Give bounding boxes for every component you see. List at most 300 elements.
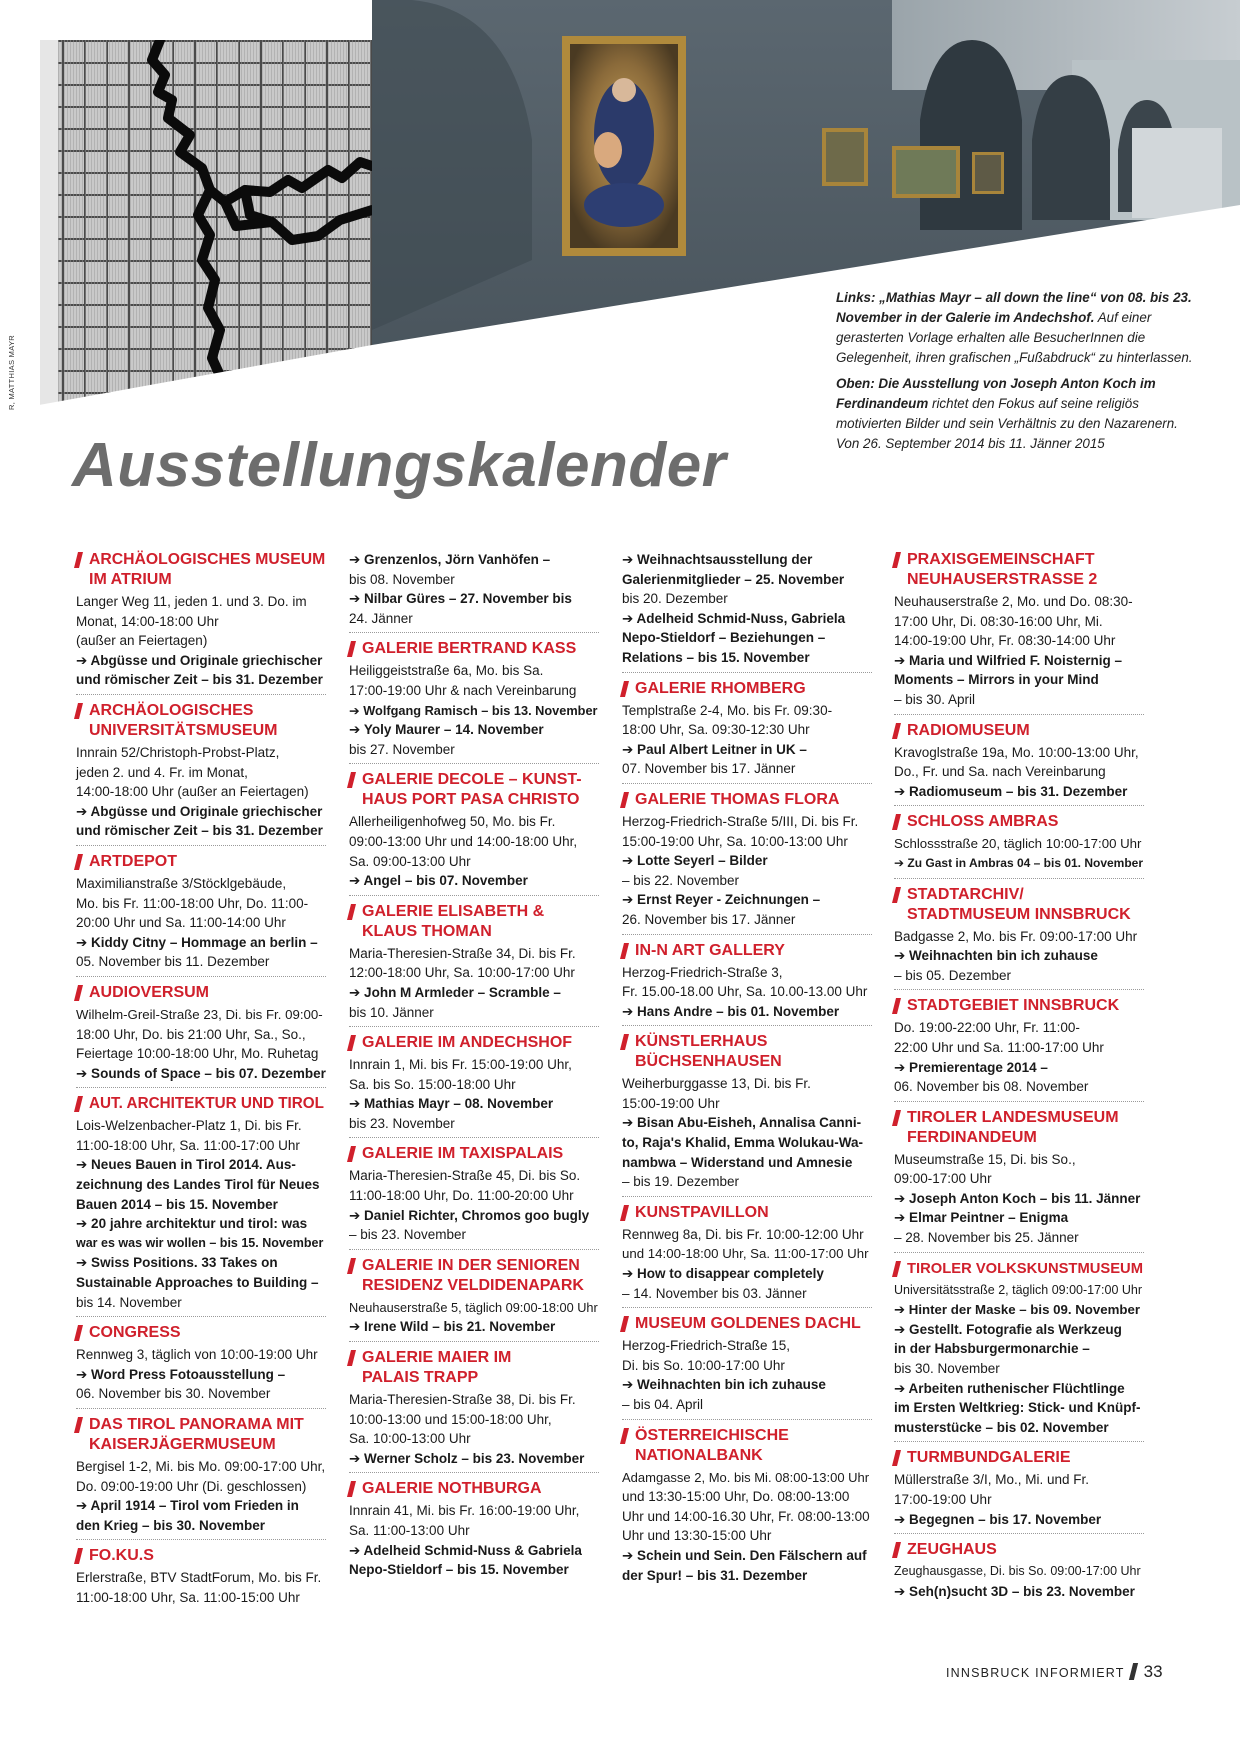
venue-info-line: Innrain 52/Christoph-Probst-Platz, (76, 744, 280, 760)
publication-name: INNSBRUCK INFORMIERT (946, 1666, 1125, 1680)
venue-info-line: 11:00-18:00 Uhr, Do. 11:00-20:00 Uhr (349, 1188, 574, 1204)
venue-name-line: STADTMUSEUM INNSBRUCK (907, 905, 1131, 923)
venue-heading (894, 1540, 1144, 1560)
venue-name-line: IM ATRIUM (89, 571, 172, 588)
exhibition-line: ➔ Mathias Mayr – 08. November (349, 1096, 554, 1112)
venue-heading (622, 679, 872, 699)
exhibition-line: ➔ Arbeiten ruthenischer Flüchtlinge (894, 1380, 1125, 1396)
exhibition-line: ➔ Weihnachten bin ich zuhause (894, 948, 1098, 964)
exhibition-line: ➔ Hinter der Maske – bis 09. November (894, 1302, 1141, 1318)
red-slash-marker (347, 1481, 356, 1497)
venue-heading (894, 721, 1144, 741)
venue-name-line: ÖSTERREICHISCHE (635, 1426, 789, 1444)
venue-name-line: STADTARCHIV/ (907, 885, 1024, 903)
venue-heading (76, 701, 326, 741)
venue-name-line: NATIONALBANK (635, 1446, 763, 1464)
venue-name-line: GALERIE BERTRAND KASS (362, 640, 577, 658)
venue-info-line: Maria-Theresien-Straße 45, Di. bis So. (349, 1168, 581, 1184)
red-slash-marker (347, 1035, 356, 1051)
red-slash-marker (347, 904, 356, 920)
red-slash-marker (892, 814, 901, 830)
red-slash-marker (74, 552, 83, 568)
venue-heading (349, 1479, 599, 1499)
venue-info-line: Heiliggeiststraße 6a, Mo. bis Sa. (349, 663, 544, 679)
red-slash-marker (892, 998, 901, 1014)
venue-info-line: – bis 04. April (622, 1397, 704, 1412)
red-slash-marker (892, 552, 901, 568)
venue-name-line: GALERIE IM TAXISPALAIS (362, 1145, 564, 1163)
venue-heading (622, 790, 872, 810)
venue-heading (76, 1323, 326, 1343)
red-slash-marker (347, 1350, 356, 1366)
venue-name-line: BÜCHSENHAUSEN (635, 1053, 782, 1071)
venue-name-line: MUSEUM GOLDENES DACHL (635, 1315, 861, 1333)
venue-info-line: und 13:30-15:00 Uhr, Do. 08:00-13:00 (622, 1489, 850, 1505)
exhibition-line: ➔ Grenzenlos, Jörn Vanhöfen – (349, 552, 551, 567)
venue-info-line: Herzog-Friedrich-Straße 3, (622, 964, 783, 980)
calendar-entry (76, 1546, 326, 1611)
venue-info-line: 17:00-19:00 Uhr & nach Vereinbarung (349, 682, 577, 698)
red-slash-marker (892, 1450, 901, 1466)
exhibition-line: ➔ Adelheid Schmid-Nuss, Gabriela (622, 610, 846, 626)
calendar-column-4 (894, 550, 1144, 1611)
exhibition-line: und römischer Zeit – bis 31. Dezember (76, 672, 323, 688)
calendar-entry (349, 1144, 599, 1249)
venue-heading (76, 1094, 326, 1114)
venue-info-line: Maximilianstraße 3/Stöcklgebäude, (76, 875, 287, 891)
photo-credit-text: © LACKNER, MATTHIAS MAYR (7, 335, 16, 450)
exhibition-line: in der Habsburgermonarchie – (894, 1341, 1090, 1357)
venue-info-line: 11:00-18:00 Uhr, Sa. 11:00-15:00 Uhr (76, 1589, 300, 1605)
red-slash-marker (892, 1542, 901, 1558)
venue-info-line: Zeughausgasse, Di. bis So. 09:00-17:00 Uhr (894, 1564, 1141, 1579)
venue-info-line: Innrain 1, Mi. bis Fr. 15:00-19:00 Uhr, (349, 1057, 572, 1073)
venue-info-line: Mo. bis Fr. 11:00-18:00 Uhr, Do. 11:00- (76, 895, 309, 911)
venue-info-line: Museumstraße 15, Di. bis So., (894, 1151, 1076, 1167)
calendar-entry (349, 1348, 599, 1473)
venue-name-line: PRAXISGEMEINSCHAFT (907, 551, 1095, 568)
venue-info-line: – 28. November bis 25. Jänner (894, 1230, 1079, 1246)
exhibition-line: ➔ 20 jahre architektur und tirol: was (76, 1216, 308, 1232)
venue-info-line: 15:00-19:00 Uhr, Sa. 10:00-13:00 Uhr (622, 833, 848, 849)
exhibition-line: ➔ Maria und Wilfried F. Noisternig – (894, 652, 1122, 668)
exhibition-line: ➔ Lotte Seyerl – Bilder (622, 853, 768, 869)
venue-name-line: TIROLER LANDESMUSEUM (907, 1108, 1119, 1126)
exhibition-line: den Krieg – bis 30. November (76, 1517, 266, 1533)
venue-info-line: 14:00-18:00 Uhr (außer an Feiertagen) (76, 784, 309, 800)
calendar-entry (76, 983, 326, 1088)
venue-info-line: Rennweg 8a, Di. bis Fr. 10:00-12:00 Uhr (622, 1226, 864, 1242)
venue-name-line: IN-N ART GALLERY (635, 941, 785, 959)
exhibition-line: der Spur! – bis 31. Dezember (622, 1567, 808, 1583)
exhibition-line: ➔ Begegnen – bis 17. November (894, 1511, 1102, 1527)
red-slash-marker (74, 1548, 83, 1564)
venue-heading (349, 770, 599, 810)
venue-name-line: GALERIE THOMAS FLORA (635, 790, 840, 808)
exhibition-line: ➔ Premierentage 2014 – (894, 1059, 1048, 1075)
venue-info-line: Allerheiligenhofweg 50, Mo. bis Fr. (349, 814, 556, 830)
venue-heading (622, 1314, 872, 1334)
exhibition-line: ➔ Yoly Maurer – 14. November (349, 722, 544, 738)
venue-name-line: ZEUGHAUS (907, 1541, 997, 1559)
venue-heading (349, 639, 599, 659)
venue-info-line: Bergisel 1-2, Mi. bis Mo. 09:00-17:00 Uhr, (76, 1459, 326, 1474)
exhibition-line: ➔ Irene Wild – bis 21. November (349, 1319, 556, 1335)
venue-name-line: FO.KU.S (89, 1547, 154, 1565)
exhibition-line: ➔ Paul Albert Leitner in UK – (622, 741, 807, 757)
red-slash-marker (620, 1034, 629, 1050)
venue-info-line: – bis 05. Dezember (894, 967, 1012, 983)
venue-info-line: Sa. 11:00-13:00 Uhr (349, 1523, 470, 1538)
calendar-entry (894, 1540, 1144, 1605)
exhibition-line: ➔ Ernst Reyer - Zeichnungen – (622, 892, 821, 908)
exhibition-line: und römischer Zeit – bis 31. Dezember (76, 823, 323, 839)
venue-info-line: und 14:00-18:00 Uhr, Sa. 11:00-17:00 Uhr (622, 1246, 869, 1262)
calendar-entry (76, 852, 326, 977)
venue-info-line: Müllerstraße 3/I, Mo., Mi. und Fr. (894, 1472, 1090, 1488)
exhibition-line: ➔ Swiss Positions. 33 Takes on (76, 1255, 278, 1271)
venue-info-line: bis 08. November (349, 571, 455, 587)
calendar-entry (894, 721, 1144, 807)
venue-info-line: 06. November bis 30. November (76, 1386, 271, 1402)
exhibition-line: ➔ Neues Bauen in Tirol 2014. Aus- (76, 1157, 296, 1173)
exhibition-line: ➔ Weihnachten bin ich zuhause (622, 1377, 826, 1393)
exhibition-line: nambwa – Widerstand und Amnesie (622, 1154, 853, 1170)
red-slash-marker (620, 681, 629, 697)
calendar-entry (622, 679, 872, 784)
venue-info-line: – bis 30. April (894, 691, 976, 707)
calendar-entry (894, 1108, 1144, 1253)
venue-name-line: TIROLER VOLKSKUNSTMUSEUM (907, 1260, 1143, 1277)
venue-heading (349, 1256, 599, 1296)
exhibition-line: ➔ Word Press Fotoausstellung – (76, 1366, 286, 1382)
venue-name-line: PALAIS TRAPP (362, 1369, 479, 1387)
exhibition-line: ➔ Werner Scholz – bis 23. November (349, 1450, 585, 1466)
venue-info-line: 06. November bis 08. November (894, 1079, 1089, 1095)
exhibition-line: im Ersten Weltkrieg: Stick- und Knüpf- (894, 1400, 1141, 1416)
venue-info-line: Uhr und 14:00-16.30 Uhr, Fr. 08:00-13:00 (622, 1508, 870, 1524)
red-slash-marker (347, 1258, 356, 1274)
venue-info-line: Do. 09:00-19:00 Uhr (Di. geschlossen) (76, 1478, 307, 1494)
venue-name-line: GALERIE MAIER IM (362, 1349, 512, 1367)
venue-heading (349, 1033, 599, 1053)
calendar-entry (622, 1314, 872, 1419)
red-slash-marker (620, 792, 629, 808)
venue-info-line: Herzog-Friedrich-Straße 5/III, Di. bis Fr. (622, 813, 859, 829)
venue-heading (894, 885, 1144, 925)
venue-info-line: Wilhelm-Greil-Straße 23, Di. bis Fr. 09:00- (76, 1006, 323, 1022)
calendar-entry (894, 1259, 1144, 1443)
venue-name-line: GALERIE NOTHBURGA (362, 1480, 542, 1498)
venue-info-line: Neuhauserstraße 5, täglich 09:00-18:00 Uhr (349, 1299, 598, 1315)
venue-info-line: 17:00 Uhr, Di. 08:30-16:00 Uhr, Mi. (894, 613, 1103, 629)
venue-name-line: KÜNSTLERHAUS (635, 1033, 768, 1051)
venue-heading (349, 902, 599, 942)
venue-info-line: bis 14. November (76, 1294, 182, 1310)
venue-heading (76, 852, 326, 872)
venue-info-line: Erlerstraße, BTV StadtForum, Mo. bis Fr. (76, 1570, 322, 1586)
calendar-column-3 (622, 550, 872, 1595)
venue-info-line: Lois-Welzenbacher-Platz 1, Di. bis Fr. (76, 1118, 302, 1134)
venue-heading (76, 550, 326, 590)
venue-info-line: 17:00-19:00 Uhr (894, 1492, 992, 1507)
exhibition-line: Nepo-Stieldorf – Beziehungen – (622, 630, 826, 646)
red-slash-marker (892, 723, 901, 739)
exhibition-line: ➔ Bisan Abu-Eisheh, Annalisa Canni- (622, 1115, 862, 1131)
venue-name-line: ARCHÄOLOGISCHES (89, 701, 254, 719)
venue-info-line: 18:00 Uhr, Do. bis 21:00 Uhr, Sa., So., (76, 1026, 306, 1042)
venue-heading (622, 1426, 872, 1466)
venue-info-line: bis 10. Jänner (349, 1004, 434, 1020)
calendar-entry (76, 1415, 326, 1540)
calendar-entry (894, 885, 1144, 991)
calendar-entry (622, 941, 872, 1027)
red-slash-marker (74, 854, 83, 870)
red-slash-marker (74, 1096, 83, 1112)
venue-name-line: NEUHAUSERSTRASSE 2 (907, 571, 1098, 588)
venue-info-line: 09:00-13:00 Uhr und 14:00-18:00 Uhr, (349, 833, 578, 849)
venue-name-line: GALERIE ELISABETH & (362, 902, 545, 920)
venue-heading (76, 1546, 326, 1566)
exhibition-line: ➔ Abgüsse und Originale griechischer (76, 652, 323, 668)
venue-info-line: – bis 22. November (622, 872, 740, 888)
venue-name-line: KLAUS THOMAN (362, 922, 492, 940)
venue-name-line: AUDIOVERSUM (89, 983, 210, 1001)
exhibition-line: ➔ Wolfgang Ramisch – bis 13. November (349, 702, 598, 718)
venue-heading (76, 983, 326, 1003)
venue-info-line: 07. November bis 17. Jänner (622, 761, 796, 777)
venue-name-line: ARTDEPOT (89, 852, 177, 870)
red-slash-marker (74, 985, 83, 1001)
venue-info-line: Adamgasse 2, Mo. bis Mi. 08:00-13:00 Uhr (622, 1469, 870, 1485)
exhibition-line: to, Raja's Khalid, Emma Wolukau-Wa- (622, 1135, 863, 1151)
venue-info-line: – bis 23. November (349, 1227, 467, 1243)
venue-info-line: Feiertage 10:00-18:00 Uhr, Mo. Ruhetag (76, 1046, 319, 1062)
exhibition-line: musterstücke – bis 02. November (894, 1419, 1109, 1435)
exhibition-line: ➔ Nilbar Güres – 27. November bis (349, 591, 572, 607)
calendar-entry (349, 1479, 599, 1583)
venue-info-line: 24. Jänner (349, 610, 413, 626)
venue-info-line: Neuhauserstraße 2, Mo. und Do. 08:30- (894, 594, 1133, 609)
exhibition-line: ➔ Schein und Sein. Den Fälschern auf (622, 1547, 867, 1563)
red-slash-marker (74, 1325, 83, 1341)
calendar-entry (349, 1256, 599, 1342)
venue-info-line: 14:00-19:00 Uhr, Fr. 08:30-14:00 Uhr (894, 633, 1116, 649)
calendar-entry (622, 1032, 872, 1197)
calendar-entry (622, 1203, 872, 1308)
venue-info-line: jeden 2. und 4. Fr. im Monat, (76, 764, 248, 780)
calendar-entry (622, 550, 872, 673)
page-footer (946, 1662, 1163, 1682)
venue-name-line: HAUS PORT PASA CHRISTO (362, 791, 580, 809)
venue-info-line: Fr. 15.00-18.00 Uhr, Sa. 10.00-13.00 Uhr (622, 984, 868, 1000)
page-title: Ausstellungskalender (72, 431, 727, 500)
venue-name-line: STADTGEBIET INNSBRUCK (907, 997, 1120, 1015)
venue-heading (894, 812, 1144, 832)
red-slash-marker (892, 887, 901, 903)
venue-info-line: 22:00 Uhr und Sa. 11:00-17:00 Uhr (894, 1039, 1104, 1055)
venue-name-line: DAS TIROL PANORAMA MIT (89, 1416, 304, 1433)
venue-info-line: Do. 19:00-22:00 Uhr, Fr. 11:00- (894, 1020, 1080, 1036)
venue-info-line: 26. November bis 17. Jänner (622, 911, 796, 927)
venue-info-line: 12:00-18:00 Uhr, Sa. 10:00-17:00 Uhr (349, 965, 575, 981)
venue-name-line: RESIDENZ VELDIDENAPARK (362, 1276, 584, 1294)
venue-info-line: bis 20. Dezember (622, 591, 728, 607)
red-slash-marker (620, 1205, 629, 1221)
venue-info-line: – 14. November bis 03. Jänner (622, 1285, 807, 1301)
caption-left-bold: Links: „Mathias Mayr – all down the line“ von 08. bis 23. November in der Galerie im Andechshof. (836, 290, 1192, 325)
exhibition-line: ➔ Daniel Richter, Chromos goo bugly (349, 1207, 590, 1223)
venue-heading (349, 1144, 599, 1164)
caption-left-text: Auf einer gerasterten Vorlage erhalten alle BesucherInnen die Gelegenheit, ihren grafischen „Fußabdruck“ zu hinterlassen. (836, 310, 1193, 365)
venue-info-line: 05. November bis 11. Dezember (76, 954, 270, 970)
venue-name-line: KAISERJÄGERMUSEUM (89, 1436, 276, 1453)
calendar-entry (622, 1426, 872, 1590)
calendar-column-2 (349, 550, 599, 1590)
venue-info-line: Maria-Theresien-Straße 38, Di. bis Fr. (349, 1392, 576, 1408)
red-slash-marker (620, 1316, 629, 1332)
venue-info-line: Sa. bis So. 15:00-18:00 Uhr (349, 1076, 516, 1092)
venue-name-line: ARCHÄOLOGISCHES MUSEUM (89, 551, 326, 568)
exhibition-line: ➔ Radiomuseum – bis 31. Dezember (894, 783, 1128, 799)
exhibition-line: ➔ Seh(n)sucht 3D – bis 23. November (894, 1583, 1135, 1599)
exhibition-line: Moments – Mirrors in your Mind (894, 672, 1099, 688)
exhibition-line: zeichnung des Landes Tirol für Neues (76, 1177, 320, 1193)
venue-info-line: Weiherburggasse 13, Di. bis Fr. (622, 1076, 811, 1092)
exhibition-line: Nepo-Stieldorf – bis 15. November (349, 1562, 569, 1578)
venue-info-line: Badgasse 2, Mo. bis Fr. 09:00-17:00 Uhr (894, 928, 1138, 944)
venue-name-line: UNIVERSITÄTSMUSEUM (89, 721, 278, 739)
venue-info-line: Do., Fr. und Sa. nach Vereinbarung (894, 764, 1106, 780)
venue-info-line: 20:00 Uhr und Sa. 11:00-14:00 Uhr (76, 915, 286, 931)
venue-info-line: Di. bis So. 10:00-17:00 Uhr (622, 1357, 785, 1373)
red-slash-marker (74, 703, 83, 719)
red-slash-marker (892, 1261, 901, 1277)
calendar-entry (76, 701, 326, 846)
calendar-entry (349, 770, 599, 895)
venue-info-line: 10:00-13:00 und 15:00-18:00 Uhr, (349, 1411, 552, 1427)
venue-info-line: Uhr und 13:30-15:00 Uhr (622, 1528, 772, 1544)
exhibition-line: war es was wir wollen – bis 15. November (76, 1235, 324, 1250)
venue-heading (894, 996, 1144, 1016)
red-slash-marker (620, 1428, 629, 1444)
calendar-entry (894, 1448, 1144, 1534)
calendar-entry (76, 1094, 326, 1317)
exhibition-line: ➔ How to disappear completely (622, 1266, 824, 1282)
venue-heading (622, 941, 872, 961)
exhibition-line: ➔ Angel – bis 07. November (349, 873, 528, 889)
exhibition-line: ➔ Sounds of Space – bis 07. Dezember (76, 1065, 326, 1081)
caption-top-bold: Oben: Die Ausstellung von Joseph Anton Koch im Ferdinandeum (836, 376, 1156, 411)
calendar-entry (76, 550, 326, 695)
venue-info-line: Maria-Theresien-Straße 34, Di. bis Fr. (349, 945, 576, 961)
exhibition-line: ➔ Hans Andre – bis 01. November (622, 1003, 840, 1019)
venue-info-line: Sa. 09:00-13:00 Uhr (349, 853, 471, 869)
exhibition-line: ➔ Kiddy Citny – Hommage an berlin – (76, 934, 318, 950)
exhibition-line: ➔ Gestellt. Fotografie als Werkzeug (894, 1321, 1122, 1337)
venue-name-line: SCHLOSS AMBRAS (907, 813, 1059, 831)
venue-info-line: 18:00 Uhr, Sa. 09:30-12:30 Uhr (622, 722, 810, 738)
venue-info-line: Schlossstraße 20, täglich 10:00-17:00 Uhr (894, 836, 1142, 852)
venue-name-line: TURMBUNDGALERIE (907, 1449, 1071, 1467)
calendar-entry (76, 1323, 326, 1409)
red-slash-marker (74, 1417, 83, 1433)
venue-name-line: KUNSTPAVILLON (635, 1203, 769, 1221)
exhibition-line: Bauen 2014 – bis 15. November (76, 1196, 278, 1212)
venue-name-line: GALERIE DECOLE – KUNST- (362, 771, 582, 789)
venue-info-line: Sa. 10:00-13:00 Uhr (349, 1431, 471, 1447)
venue-info-line: – bis 19. Dezember (622, 1174, 740, 1190)
calendar-entry (349, 550, 599, 633)
venue-heading (894, 1108, 1144, 1148)
venue-heading (894, 550, 1144, 590)
photo-caption (836, 288, 1196, 460)
venue-info-line: Innrain 41, Mi. bis Fr. 16:00-19:00 Uhr, (349, 1503, 580, 1519)
venue-info-line: Kravoglstraße 19a, Mo. 10:00-13:00 Uhr, (894, 744, 1139, 760)
venue-name-line: GALERIE IM ANDECHSHOF (362, 1034, 573, 1052)
exhibition-line: ➔ Weihnachtsausstellung der (622, 552, 813, 567)
venue-info-line: Rennweg 3, täglich von 10:00-19:00 Uhr (76, 1347, 318, 1363)
red-slash-marker (347, 641, 356, 657)
footer-slash-mark (1129, 1663, 1138, 1680)
venue-info-line: 15:00-19:00 Uhr (622, 1095, 720, 1111)
red-slash-marker (347, 1146, 356, 1162)
venue-info-line: bis 27. November (349, 741, 455, 757)
caption-paragraph-top (836, 374, 1196, 454)
red-slash-marker (620, 943, 629, 959)
venue-info-line: bis 30. November (894, 1361, 1000, 1377)
venue-name-line: GALERIE IN DER SENIOREN (362, 1256, 580, 1274)
venue-name-line: RADIOMUSEUM (907, 721, 1030, 739)
red-slash-marker (892, 1110, 901, 1126)
venue-name-line: FERDINANDEUM (907, 1128, 1037, 1146)
calendar-entry (894, 812, 1144, 878)
venue-heading (622, 1203, 872, 1223)
venue-heading (894, 1448, 1144, 1468)
venue-name-line: CONGRESS (89, 1324, 181, 1342)
exhibition-line: ➔ Adelheid Schmid-Nuss & Gabriela (349, 1542, 582, 1558)
venue-info-line: (außer an Feiertagen) (76, 633, 208, 649)
venue-info-line: 09:00-17:00 Uhr (894, 1171, 992, 1187)
venue-info-line: bis 23. November (349, 1115, 455, 1131)
calendar-entry (349, 902, 599, 1027)
venue-name-line: AUT. ARCHITEKTUR UND TIROL (89, 1095, 324, 1113)
venue-info-line: Templstraße 2-4, Mo. bis Fr. 09:30- (622, 702, 833, 718)
calendar-entry (894, 550, 1144, 715)
calendar-entry (622, 790, 872, 935)
venue-info-line: Monat, 14:00-18:00 Uhr (76, 613, 219, 629)
venue-info-line: Universitätsstraße 2, täglich 09:00-17:00 Uhr (894, 1282, 1143, 1297)
calendar-entry (894, 996, 1144, 1101)
venue-heading (349, 1348, 599, 1388)
red-slash-marker (347, 772, 356, 788)
venue-info-line: 11:00-18:00 Uhr, Sa. 11:00-17:00 Uhr (76, 1137, 300, 1153)
venue-info-line: Herzog-Friedrich-Straße 15, (622, 1338, 791, 1354)
exhibition-line: ➔ April 1914 – Tirol vom Frieden in (76, 1498, 299, 1514)
exhibition-line: Galerienmitglieder – 25. November (622, 571, 845, 587)
calendar-column-1 (76, 550, 326, 1618)
exhibition-line: ➔ Zu Gast in Ambras 04 – bis 01. November (894, 855, 1144, 870)
venue-heading (76, 1415, 326, 1455)
caption-top-text: richtet den Fokus auf seine religiös motivierten Bilder und sein Verhältnis zu den Nazarenern. Von 26. September 2014 bis 11. Jänner 2015 (836, 396, 1178, 451)
exhibition-line: Relations – bis 15. November (622, 649, 810, 665)
venue-heading (622, 1032, 872, 1072)
exhibition-line: Sustainable Approaches to Building – (76, 1275, 319, 1291)
calendar-entry (349, 639, 599, 764)
exhibition-line: ➔ Abgüsse und Originale griechischer (76, 803, 323, 819)
page-number: 33 (1143, 1662, 1163, 1681)
venue-name-line: GALERIE RHOMBERG (635, 679, 806, 697)
